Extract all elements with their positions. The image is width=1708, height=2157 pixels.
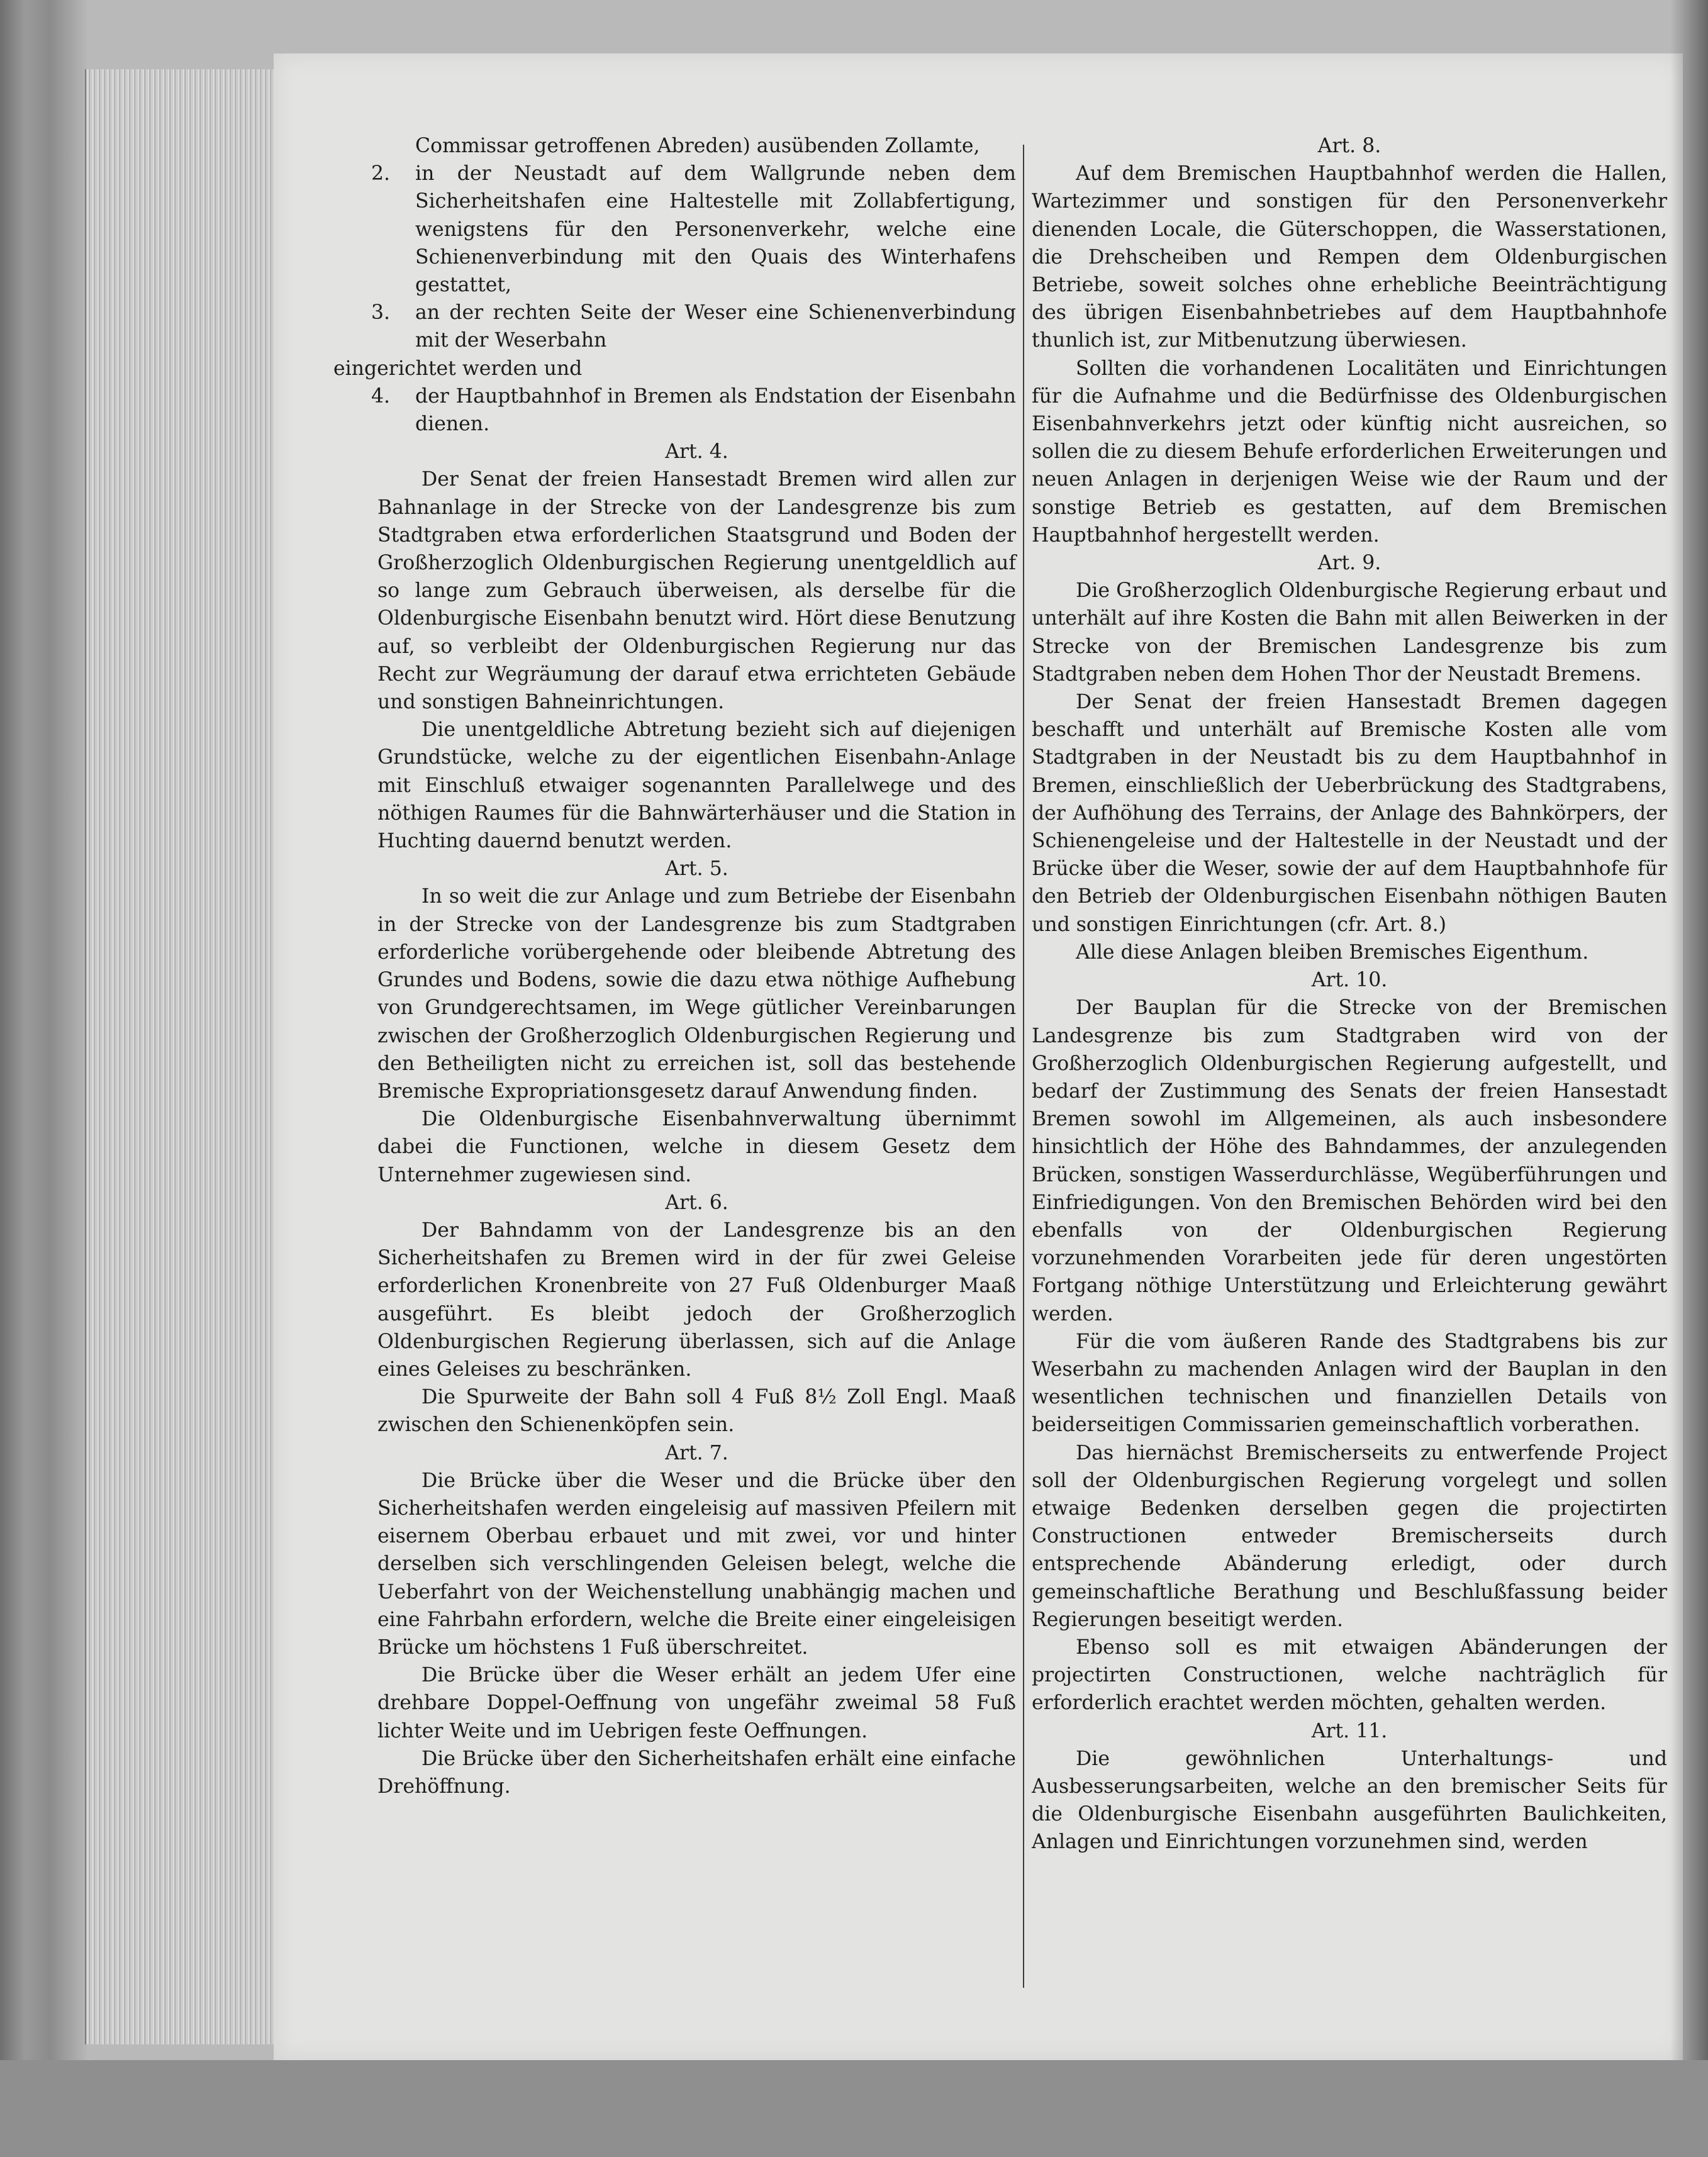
article-8-heading: Art. 8. xyxy=(1317,135,1381,157)
list-text: in der Neustadt auf dem Wallgrunde neben dem Sicherheitshafen eine Haltestelle mit Zollabfertigung, wenigstens für den Personenverkehr, welche eine Schienenverbindung mit den Quais des Winterhafens gestattet, xyxy=(415,162,1016,297)
scan-bottom-band xyxy=(0,2060,1708,2157)
list-item-4 xyxy=(371,382,1016,438)
article-7-heading: Art. 7. xyxy=(665,1441,728,1464)
article-5-paragraph-2: Die Oldenburgische Eisenbahnverwaltung übernimmt dabei die Functionen, welche in diesem Gesetz dem Unternehmer zugewiesen sind. xyxy=(377,1108,1016,1186)
article-7-paragraph-3: Die Brücke über den Sicherheitshafen erhält eine einfache Drehöffnung. xyxy=(377,1747,1016,1798)
article-5-paragraph-1: In so weit die zur Anlage und zum Betriebe der Eisenbahn in der Strecke von der Landesgrenze bis zum Stadtgraben erforderliche vorübergehende oder bleibende Abtretung des Grundes und Bodens, sowie die dazu etwa nöthige Aufhebung von Grundgerechtsamen, im Wege gütlicher Vereinbarungen zwischen der Großherzoglich Oldenburgischen Regierung und den Betheiligten nicht zu erreichen ist, soll das bestehende Bremische Expropriationsgesetz darauf Anwendung finden. xyxy=(377,885,1016,1103)
article-7-paragraph-1: Die Brücke über die Weser und die Brücke über den Sicherheitshafen werden eingeleisig auf massiven Pfeilern mit eisernem Oberbau erbauet und mit zwei, vor und hinter derselben sich verschlingenden Geleisen belegt, welche die Ueberfahrt von der Weichenstellung unabhängig machen und eine Fahrbahn erfordern, welche die Breite einer eingeleisigen Brücke um höchstens 1 Fuß überschreitet. xyxy=(377,1469,1016,1659)
list-text: der Hauptbahnhof in Bremen als Endstation der Eisenbahn dienen. xyxy=(415,384,1016,436)
article-8-paragraph-2: Sollten die vorhandenen Localitäten und Einrichtungen für die Aufnahme und die Bedürfnisse des Oldenburgischen Eisenbahnverkehrs jetzt oder künftig nicht ausreichen, so sollen die zu diesem Behufe erforderlichen Erweiterungen und neuen Anlagen in derjenigen Weise wie der Raum und der sonstige Betrieb es gestatten, auf dem Bremischen Hauptbahnhof hergestellt werden. xyxy=(1032,357,1667,547)
article-10-paragraph-3: Das hiernächst Bremischerseits zu entwerfende Project soll der Oldenburgischen Regierung vorgelegt und sollen etwaige Bedenken derselben gegen die projectirten Constructionen entweder Bremischerseits durch entsprechende Abänderung erledigt, oder durch gemeinschaftliche Berathung und Beschlußfassung beider Regierungen beseitigt werden. xyxy=(1032,1441,1667,1631)
list-item-2 xyxy=(371,160,1016,299)
article-4-heading: Art. 4. xyxy=(665,440,728,464)
book-page-edges xyxy=(85,69,275,2044)
list-number: 4. xyxy=(371,384,391,408)
article-4-paragraph-1: Der Senat der freien Hansestadt Bremen wird allen zur Bahnanlage in der Strecke von der Landesgrenze bis zum Stadtgraben etwa erforderlichen Staatsgrund und Boden der Großherzoglich Oldenburgischen Regierung unentgeldlich auf so lange zum Gebrauch überweisen, als derselbe für die Oldenburgische Eisenbahn benutzt wird. Hört diese Benutzung auf, so verbleibt der Oldenburgischen Regierung nur das Recht zur Wegräumung der darauf etwa errichteten Gebäude und sonstigen Bahneinrichtungen. xyxy=(377,468,1016,714)
list-item-3 xyxy=(371,299,1016,354)
left-column xyxy=(333,132,1016,1800)
article-11-paragraph-1: Die gewöhnlichen Unterhaltungs- und Ausbesserungsarbeiten, welche an den bremischer Seits für die Oldenburgische Eisenbahn ausgeführten Baulichkeiten, Anlagen und Einrichtungen vorzunehmen sind, werden xyxy=(1032,1747,1667,1854)
item1-continuation: Commissar getroffenen Abreden) ausübenden Zollamte, xyxy=(415,135,980,157)
article-7-paragraph-2: Die Brücke über die Weser erhält an jedem Ufer eine drehbare Doppel-Oeffnung von ungefähr zweimal 58 Fuß lichter Weite und im Uebrigen feste Oeffnungen. xyxy=(377,1664,1016,1742)
list-number: 3. xyxy=(371,301,391,325)
article-10-paragraph-1: Der Bauplan für die Strecke von der Bremischen Landesgrenze bis zum Stadtgraben wird von der Großherzoglich Oldenburgischen Regierung aufgestellt, und bedarf der Zustimmung des Senats der freien Hansestadt Bremen sowohl im Allgemeinen, als auch insbesondere hinsichtlich der Höhe des Bahndammes, der anzulegenden Brücken, sonstigen Wasserdurchlässe, Wegüberführungen und Einfriedigungen. Von den Bremischen Behörden wird bei den ebenfalls von der Oldenburgischen Regierung vorzunehmenden Vorarbeiten jede für deren ungestörten Fortgang nöthige Unterstützung und Erleichterung gewährt werden. xyxy=(1032,996,1667,1325)
list-text: an der rechten Seite der Weser eine Schienenverbindung mit der Weserbahn xyxy=(415,301,1016,352)
article-8-paragraph-1: Auf dem Bremischen Hauptbahnhof werden die Hallen, Wartezimmer und sonstigen für den Personenverkehr dienenden Locale, die Güterschoppen, die Wasserstationen, die Drehscheiben und Rempen dem Oldenburgischen Betriebe, soweit solches ohne erhebliche Beeinträchtigung des übrigen Eisenbahnbetriebes auf dem Hauptbahnhofe thunlich ist, zur Mitbenutzung überwiesen. xyxy=(1032,162,1667,352)
article-9-paragraph-1: Die Großherzoglich Oldenburgische Regierung erbaut und unterhält auf ihre Kosten die Bahn mit allen Beiwerken in der Strecke von der Bremischen Landesgrenze bis zum Stadtgraben neben dem Hohen Thor der Neustadt Bremens. xyxy=(1032,579,1667,686)
article-10-heading: Art. 10. xyxy=(1311,969,1388,992)
right-column xyxy=(1032,132,1667,1856)
article-6-heading: Art. 6. xyxy=(665,1191,728,1214)
article-9-paragraph-3: Alle diese Anlagen bleiben Bremisches Eigenthum. xyxy=(1076,940,1589,964)
article-11-heading: Art. 11. xyxy=(1311,1719,1388,1742)
article-4-paragraph-2: Die unentgeldliche Abtretung bezieht sich auf diejenigen Grundstücke, welche zu der eigentlichen Eisenbahn-Anlage mit Einschluß etwaiger sogenannten Parallelwege und des nöthigen Raumes für die Bahnwärterhäuser und die Station in Huchting dauernd benutzt werden. xyxy=(377,718,1016,853)
article-10-paragraph-2: Für die vom äußeren Rande des Stadtgrabens bis zur Weserbahn zu machenden Anlagen wird der Bauplan in den wesentlichen technischen und finanziellen Details von beiderseitigen Commissarien gemeinschaftlich vorberathen. xyxy=(1032,1330,1667,1437)
article-5-heading: Art. 5. xyxy=(665,857,728,881)
article-9-paragraph-2: Der Senat der freien Hansestadt Bremen dagegen beschafft und unterhält auf Bremische Kosten alle vom Stadtgraben in der Neustadt bis zu dem Hauptbahnhof in Bremen, einschließlich der Ueberbrückung des Stadtgrabens, der Aufhöhung des Terrains, der Anlage des Bahnkörpers, der Schienengeleise und der Haltestelle in der Neustadt und der Brücke über die Weser, sowie der auf dem Hauptbahnhofe für den Betrieb der Oldenburgischen Eisenbahn nöthigen Bauten und sonstigen Einrichtungen (cfr. Art. 8.) xyxy=(1032,691,1667,936)
column-divider xyxy=(1023,145,1024,1988)
gutter-shadow xyxy=(1670,0,1708,2157)
article-10-paragraph-4: Ebenso soll es mit etwaigen Abänderungen der projectirten Constructionen, welche nachträglich für erforderlich erachtet werden möchten, gehalten werden. xyxy=(1032,1636,1667,1715)
article-9-heading: Art. 9. xyxy=(1317,552,1381,575)
eingerichtet-line: eingerichtet werden und xyxy=(333,357,583,380)
list-number: 2. xyxy=(371,162,391,186)
article-6-paragraph-1: Der Bahndamm von der Landesgrenze bis an den Sicherheitshafen zu Bremen wird in der für zwei Geleise erforderlichen Kronenbreite von 27 Fuß Oldenburger Maaß ausgeführt. Es bleibt jedoch der Großherzoglich Oldenburgischen Regierung überlassen, sich auf die Anlage eines Geleises zu beschränken. xyxy=(377,1218,1016,1381)
article-6-paragraph-2: Die Spurweite der Bahn soll 4 Fuß 8½ Zoll Engl. Maaß zwischen den Schienenköpfen sein. xyxy=(377,1386,1016,1437)
